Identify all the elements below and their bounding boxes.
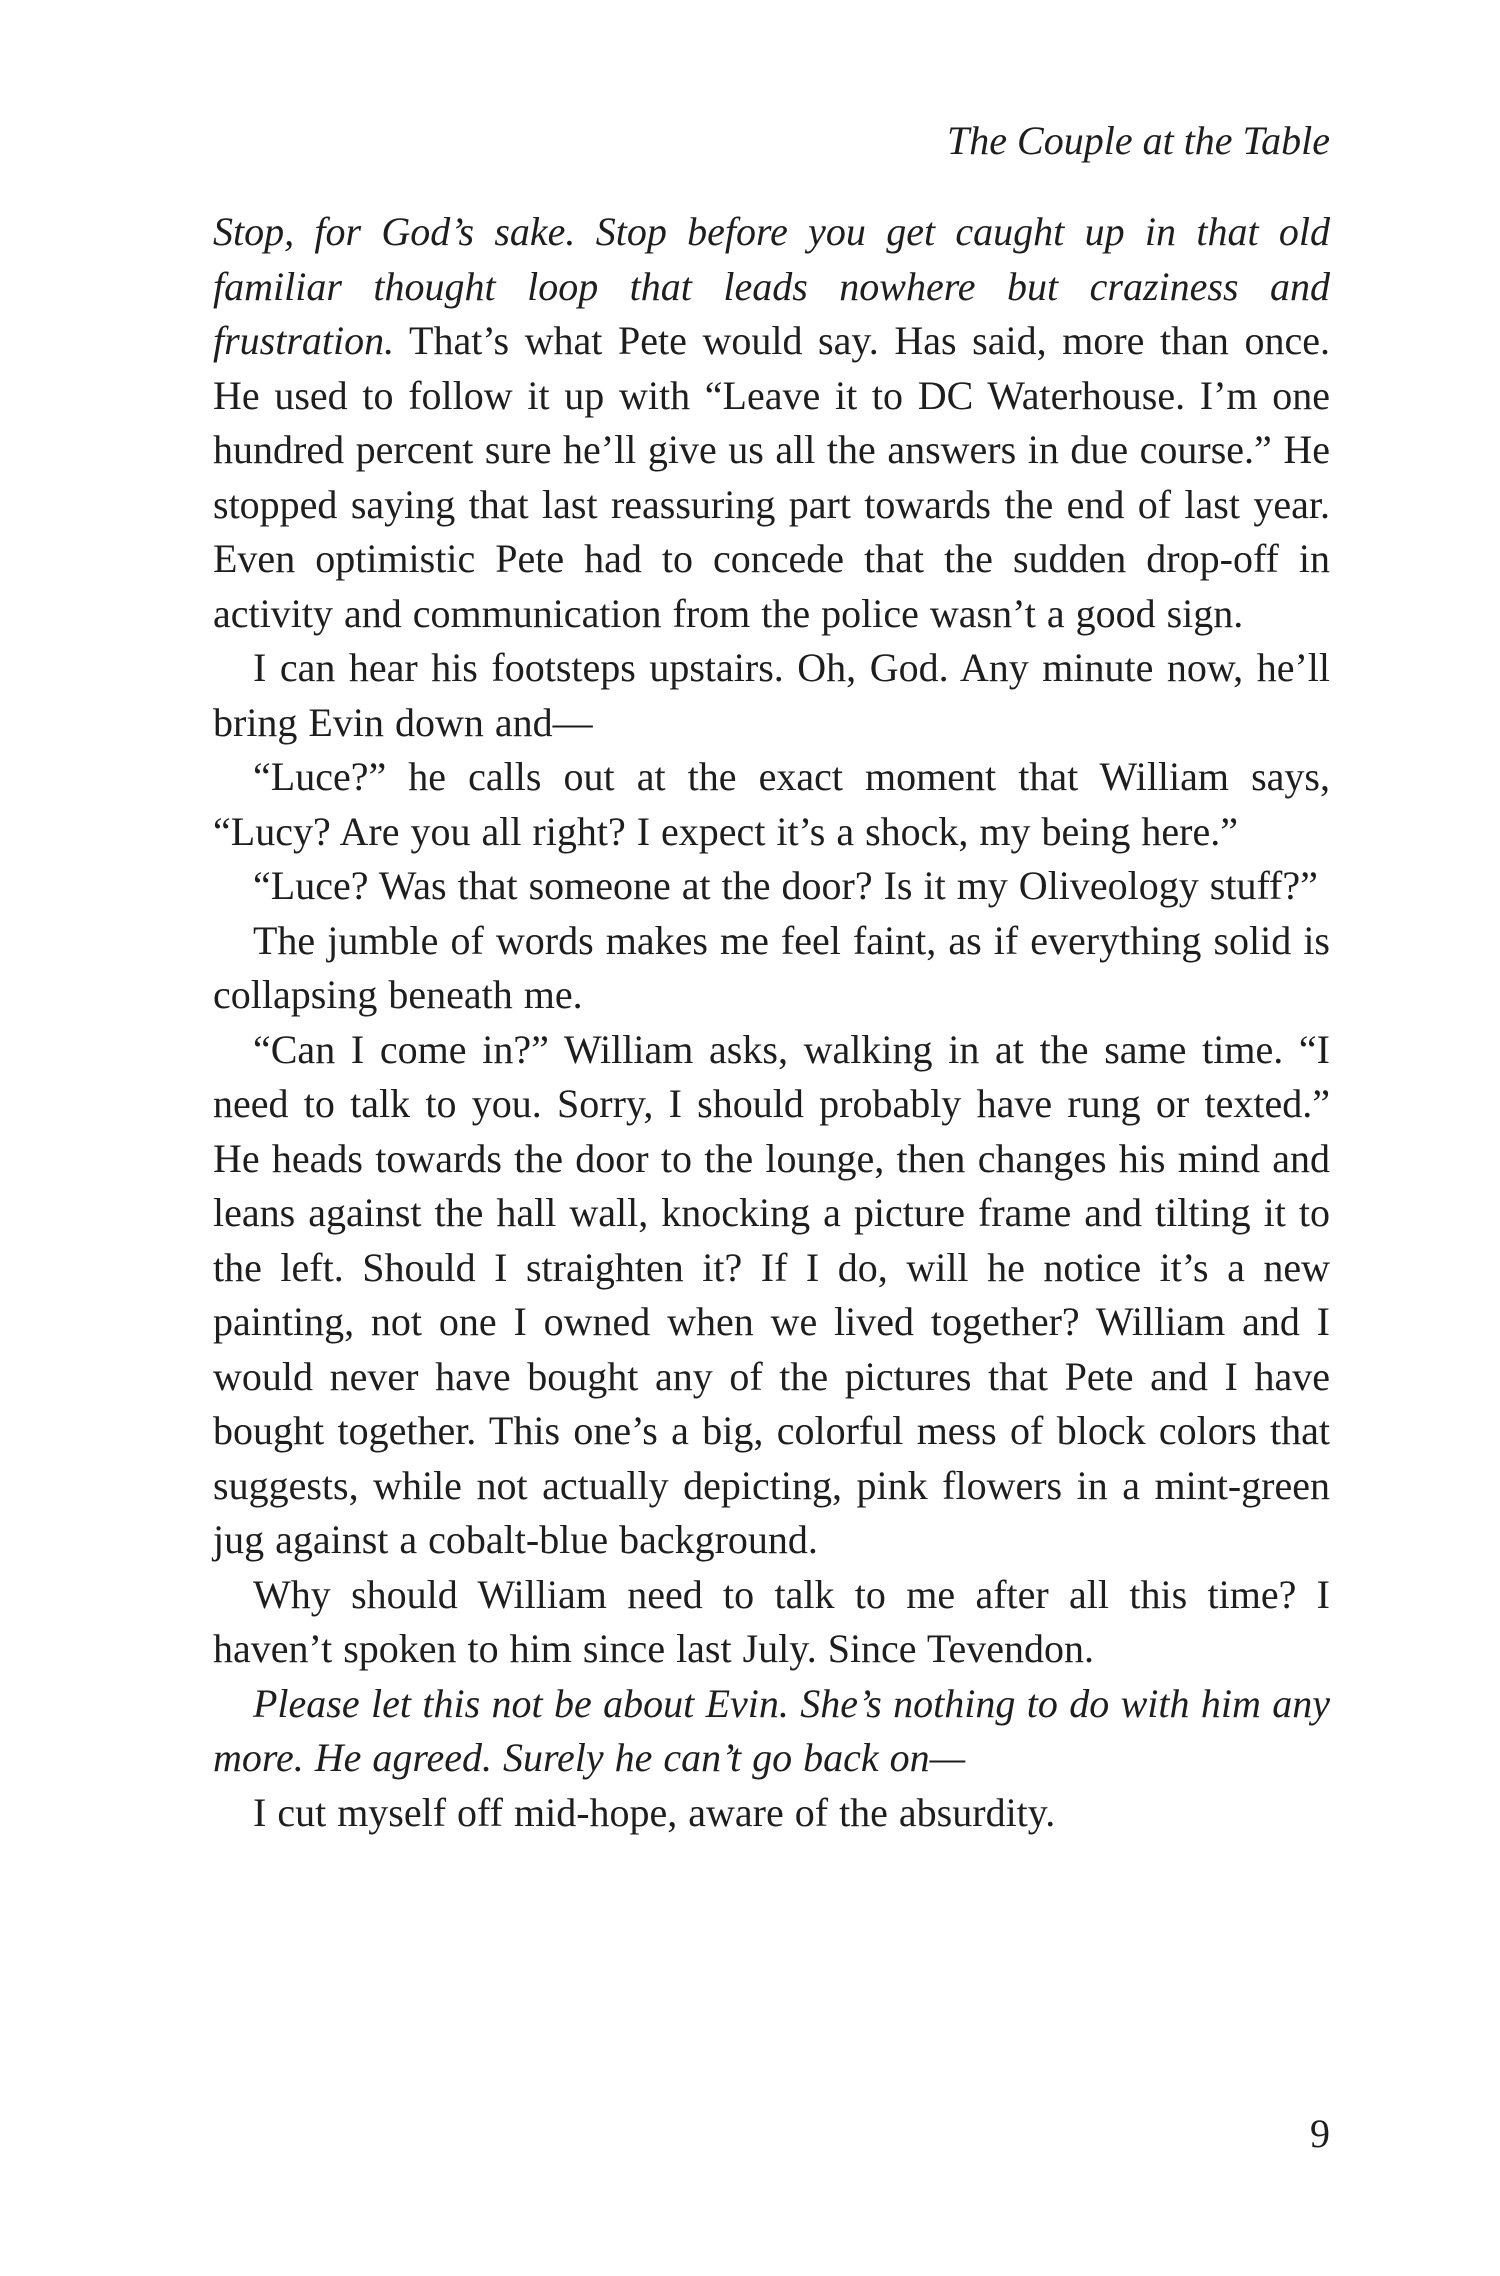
paragraph: Why should William need to talk to me after all this time? I haven’t spoken to him since last July. Since Tevendon. — [213, 1571, 1330, 1671]
paragraph: “Luce? Was that someone at the door? Is it my Oliveology stuff?” — [253, 863, 1318, 908]
paragraph: I cut myself off mid-hope, aware of the absurdity. — [253, 1789, 1056, 1835]
italic-thought: Stop, for God’s sake. Stop before you get caught up in that old familiar thought loop that leads nowhere but craziness and frustration. — [213, 209, 1330, 363]
italic-thought: Please let this not be about Evin. She’s nothing to do with him any more. He agreed. Surely he can’t go back on— — [213, 1680, 1330, 1780]
paragraph-text: That’s what Pete would say. Has said, more than once. He used to follow it up with “Leave it to DC Waterhouse. I’m one hundred percent sure he’ll give us all the answers in due course.” He stopped saying that last reassuring part towards the end of last year. Even optimistic Pete had to concede that the sudden drop-off in activity and communication from the police wasn’t a good sign. — [213, 318, 1330, 636]
paragraph — [213, 205, 1330, 641]
body-text — [213, 205, 1330, 1840]
page-number: 9 — [1310, 2111, 1330, 2156]
running-head: The Couple at the Table — [947, 118, 1330, 163]
paragraph: I can hear his footsteps upstairs. Oh, God. Any minute now, he’ll bring Evin down and— — [213, 645, 1330, 745]
paragraph: The jumble of words makes me feel faint, as if everything solid is collapsing beneath me. — [213, 917, 1330, 1017]
paragraph: “Can I come in?” William asks, walking in at the same time. “I need to talk to you. Sorry, I should probably have rung or texted.” He heads towards the door to the lounge, then changes his mind and leans against the hall wall, knocking a picture frame and tilting it to the left. Should I straighten it? If I do, will he notice it’s a new painting, not one I owned when we lived together? William and I would never have bought any of the pictures that Pete and I have bought together. This one’s a big, colorful mess of block colors that suggests, while not actually depicting, pink flowers in a mint-green jug against a cobalt-blue background. — [213, 1026, 1330, 1562]
paragraph — [213, 1677, 1330, 1786]
paragraph: “Luce?” he calls out at the exact moment that William says, “Lucy? Are you all right? I expect it’s a shock, my being here.” — [213, 754, 1330, 854]
